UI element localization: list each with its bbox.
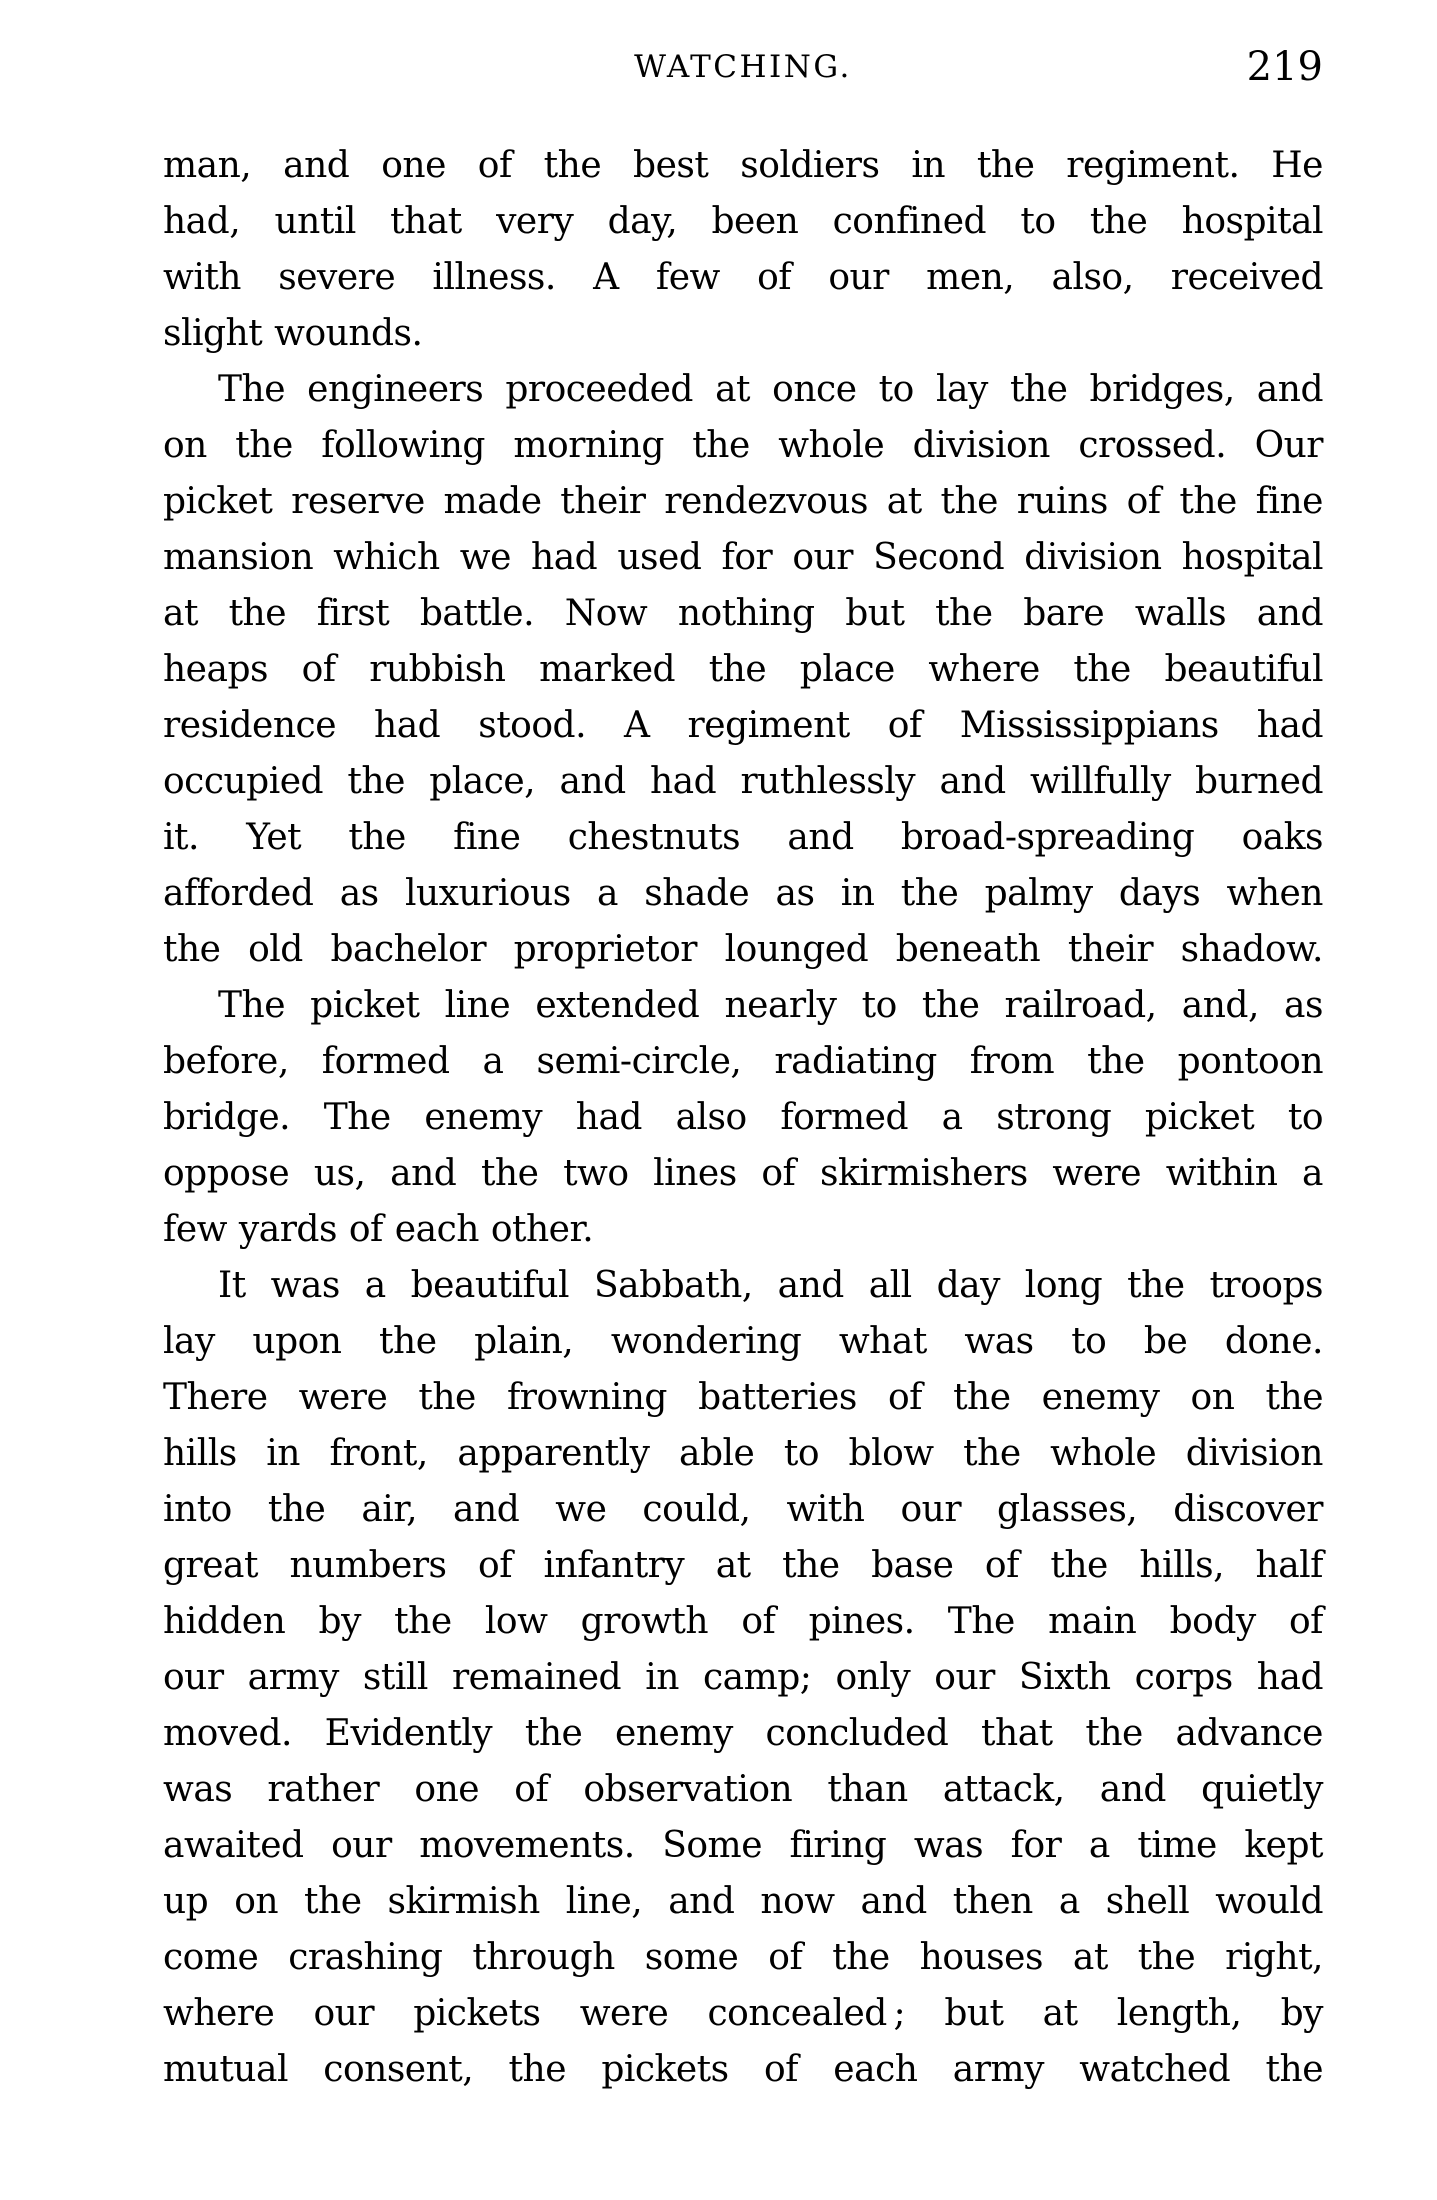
- page-header: [163, 44, 1323, 90]
- text-line: few yards of each other.: [163, 1209, 594, 1250]
- text-line: at the first battle. Now nothing but the bare walls and: [163, 593, 1323, 634]
- text-line: before, formed a semi-circle, radiating from the pontoon: [163, 1041, 1323, 1082]
- text-line: great numbers of infantry at the base of the hills, half: [163, 1545, 1323, 1586]
- text-line: moved. Evidently the enemy concluded that the advance: [163, 1713, 1323, 1754]
- text-line: occupied the place, and had ruthlessly and willfully burned: [163, 761, 1323, 802]
- text-line: into the air, and we could, with our glasses, discover: [163, 1489, 1323, 1530]
- text-line: the old bachelor proprietor lounged beneath their shadow.: [163, 929, 1323, 970]
- text-line: on the following morning the whole division crossed. Our: [163, 425, 1323, 466]
- text-line: up on the skirmish line, and now and then a shell would: [163, 1881, 1323, 1922]
- paragraph: [163, 362, 1323, 978]
- text-line: mansion which we had used for our Second division hospital: [163, 537, 1323, 578]
- text-line: come crashing through some of the houses at the right,: [163, 1937, 1323, 1978]
- text-line: The picket line extended nearly to the railroad, and, as: [218, 985, 1323, 1026]
- text-line: lay upon the plain, wondering what was to be done.: [163, 1321, 1323, 1362]
- text-line: The engineers proceeded at once to lay the bridges, and: [218, 369, 1323, 410]
- text-line: our army still remained in camp; only our Sixth corps had: [163, 1657, 1323, 1698]
- text-line: was rather one of observation than attack, and quietly: [163, 1769, 1323, 1810]
- text-line: bridge. The enemy had also formed a strong picket to: [163, 1097, 1323, 1138]
- text-line: residence had stood. A regiment of Mississippians had: [163, 705, 1323, 746]
- page-number: 219: [1246, 44, 1323, 90]
- text-line: awaited our movements. Some firing was for a time kept: [163, 1825, 1323, 1866]
- text-line: man, and one of the best soldiers in the regiment. He: [163, 145, 1323, 186]
- text-line: picket reserve made their rendezvous at the ruins of the fine: [163, 481, 1323, 522]
- text-line: hills in front, apparently able to blow the whole division: [163, 1433, 1323, 1474]
- text-line: it. Yet the fine chestnuts and broad-spreading oaks: [163, 817, 1323, 858]
- text-line: afforded as luxurious a shade as in the palmy days when: [163, 873, 1323, 914]
- paragraph: [163, 978, 1323, 1258]
- text-line: oppose us, and the two lines of skirmishers were within a: [163, 1153, 1323, 1194]
- text-line: slight wounds.: [163, 313, 423, 354]
- page-body: [163, 138, 1323, 2098]
- text-line: mutual consent, the pickets of each army watched the: [163, 2049, 1323, 2090]
- running-head-title: WATCHING.: [634, 49, 852, 85]
- text-line: with severe illness. A few of our men, also, received: [163, 257, 1323, 298]
- text-line: It was a beautiful Sabbath, and all day long the troops: [218, 1265, 1323, 1306]
- text-line: heaps of rubbish marked the place where the beautiful: [163, 649, 1323, 690]
- paragraph: [163, 138, 1323, 362]
- text-line: hidden by the low growth of pines. The main body of: [163, 1601, 1323, 1642]
- text-line: where our pickets were concealed ; but at length, by: [163, 1993, 1323, 2034]
- text-line: There were the frowning batteries of the enemy on the: [163, 1377, 1323, 1418]
- text-line: had, until that very day, been confined to the hospital: [163, 201, 1323, 242]
- paragraph: [163, 1258, 1323, 2098]
